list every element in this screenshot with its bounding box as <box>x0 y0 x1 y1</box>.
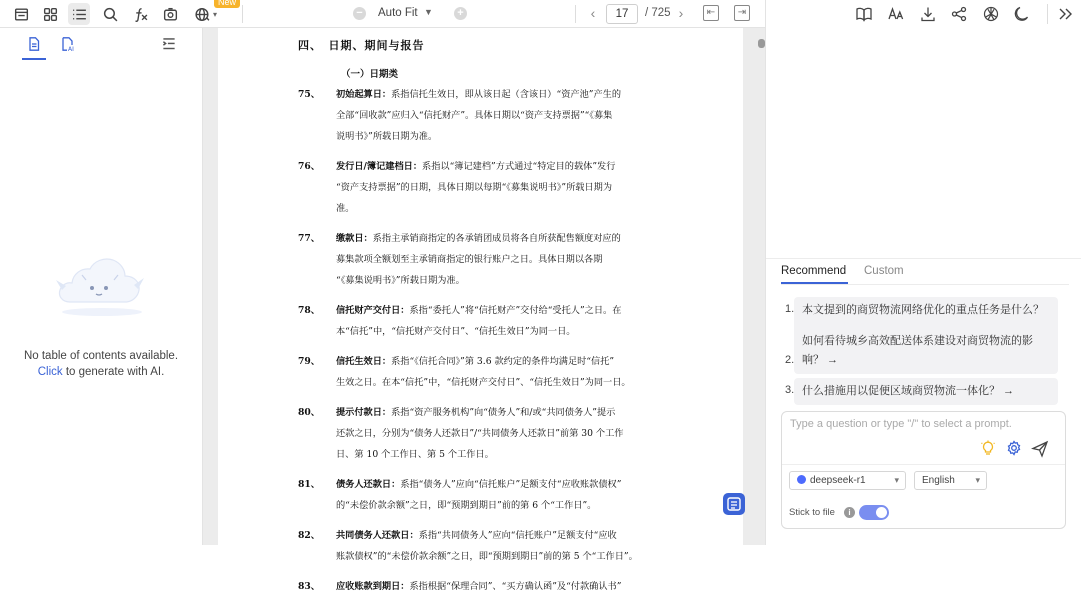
outline-sidebar <box>0 28 203 545</box>
openai-icon[interactable] <box>982 5 1000 23</box>
sidebar-tabs <box>0 28 202 60</box>
entry-number: 80、 <box>298 407 320 418</box>
scrollbar-thumb[interactable] <box>758 39 765 48</box>
language-select-value: English <box>922 475 955 486</box>
entry-text: 系指信托生效日，即从该日起（含该日）“资产池”产生的 <box>391 89 622 100</box>
entry-line <box>336 179 612 193</box>
entry-line <box>336 374 631 388</box>
grid-icon[interactable] <box>39 3 61 25</box>
suggested-question[interactable]: 如何看待城乡高效配送体系建设对商贸物流的影响？ → <box>794 328 1058 374</box>
language-select[interactable] <box>914 471 987 490</box>
entry-text: 还款之日，分别为“债务人还款日”/“共同债务人还款日”前第 30 个工作 <box>336 428 624 439</box>
entry-line <box>336 302 621 316</box>
entry-line <box>336 404 615 418</box>
share-icon[interactable] <box>950 5 968 23</box>
chevron-down-icon[interactable]: ▾ <box>213 10 218 19</box>
outline-tab-icon[interactable] <box>24 34 44 54</box>
entry-line <box>336 272 465 286</box>
zoom-in-button[interactable]: + <box>454 7 467 20</box>
list-icon[interactable] <box>68 3 90 25</box>
defined-term: 信托生效日： <box>336 356 392 367</box>
prompt-input[interactable]: Type a question or type "/" to select a prompt. <box>790 418 1012 430</box>
entry-number: 83、 <box>298 581 320 592</box>
search-icon[interactable] <box>99 3 121 25</box>
entry-text: 系指“《信托合同》”第 3.6 款约定的条件均满足时“信托” <box>391 356 615 367</box>
defined-term: 债务人还款日： <box>336 479 401 490</box>
toc-list-icon[interactable] <box>160 35 178 53</box>
lightbulb-icon[interactable] <box>980 440 996 456</box>
entry-line <box>336 476 621 490</box>
entry-text: 全部“回收款”应归入“信托财产”。具体日期以“资产支持票据”“《募集 <box>336 110 613 121</box>
defined-term: 信托财产交付日： <box>336 305 410 316</box>
entry-number: 76、 <box>298 161 320 172</box>
ai-assistant-panel <box>765 0 1080 545</box>
entry-line <box>336 527 617 541</box>
entry-number: 75、 <box>298 89 320 100</box>
entry-text: 募集款项全额划至主承销商指定的银行账户之日。具体日期以各期 <box>336 254 603 265</box>
chevron-down-icon[interactable]: ▼ <box>424 7 433 17</box>
last-page-icon[interactable]: ⇥ <box>734 5 750 21</box>
entry-text: 系指主承销商指定的各承销团成员将各自所获配售额度对应的 <box>372 233 621 244</box>
pdf-page[interactable] <box>218 28 743 592</box>
chat-input-card <box>781 411 1066 529</box>
floating-notes-button[interactable] <box>723 493 745 515</box>
prev-page-icon[interactable]: ‹ <box>590 5 596 21</box>
active-tab-indicator <box>781 282 848 284</box>
entry-text: 日、第 10 个工作日、第 5 个工作日。 <box>336 449 494 460</box>
suggested-question[interactable]: 本文提到的商贸物流网络优化的重点任务是什么？ <box>794 297 1058 343</box>
download-icon[interactable] <box>919 5 937 23</box>
deepseek-logo-icon <box>797 475 806 484</box>
entry-number: 82、 <box>298 530 320 541</box>
empty-toc-message <box>0 348 202 380</box>
entry-line <box>336 251 602 265</box>
chevron-down-icon: ▾ <box>894 475 899 485</box>
defined-term: 缴款日： <box>336 233 373 244</box>
entry-text: 系指以“簿记建档”方式通过“特定目的载体”发行 <box>422 161 616 172</box>
gear-icon[interactable] <box>1006 440 1022 456</box>
translate-globe-icon[interactable] <box>191 3 213 25</box>
sidebar-toggle-icon[interactable] <box>10 3 32 25</box>
moon-icon[interactable] <box>1013 5 1031 23</box>
input-card-divider <box>782 464 1065 465</box>
page-total: / 725 <box>645 7 671 19</box>
entry-line <box>336 446 494 460</box>
zoom-out-button[interactable]: − <box>353 7 366 20</box>
next-page-icon[interactable]: › <box>678 5 684 21</box>
entry-text: 系指“共同债务人”应向“信托账户”足额支付“应收 <box>418 530 617 541</box>
chevron-down-icon: ▾ <box>975 475 980 485</box>
entry-line <box>336 128 437 142</box>
defined-term: 发行日/簿记建档日： <box>336 161 423 172</box>
entry-text: 的“未偿价款余额”之日，即“预期到期日”前的第 6 个“工作日”。 <box>336 500 597 511</box>
panel-toolbar <box>766 0 1081 28</box>
entry-text: 生效之日。在本“信托”中，“信托财产交付日”、“信托生效日”为同一日。 <box>336 377 631 388</box>
send-icon[interactable] <box>1031 440 1049 458</box>
question-number: 1. <box>785 303 795 315</box>
suggested-question[interactable]: 什么措施用以促便区域商贸物流一体化？ → <box>794 378 1058 405</box>
text-size-icon[interactable] <box>887 5 905 23</box>
entry-line <box>336 578 621 592</box>
page-number-input[interactable] <box>606 4 638 24</box>
svg-text:AI: AI <box>68 46 74 53</box>
ai-outline-tab-icon[interactable] <box>58 34 78 54</box>
stick-to-file-toggle[interactable] <box>859 505 889 520</box>
new-badge: New <box>214 0 240 8</box>
panel-section-divider <box>766 258 1081 259</box>
double-chevron-right-icon[interactable] <box>1056 5 1074 23</box>
entry-number: 81、 <box>298 479 320 490</box>
defined-term: 应收账款到期日： <box>336 581 410 592</box>
defined-term: 初始起算日： <box>336 89 392 100</box>
tabs-baseline <box>781 284 1069 285</box>
stick-to-file-label: Stick to file <box>789 507 835 518</box>
formula-icon[interactable] <box>129 3 151 25</box>
defined-term: 提示付款日： <box>336 407 392 418</box>
entry-line <box>336 353 614 367</box>
entry-line <box>336 158 615 172</box>
top-toolbar <box>0 0 765 28</box>
entry-line <box>336 425 623 439</box>
zoom-select[interactable]: Auto Fit <box>378 7 418 19</box>
entry-number: 77、 <box>298 233 320 244</box>
defined-term: 共同债务人还款日： <box>336 530 419 541</box>
question-number: 2. <box>785 354 795 366</box>
document-viewer[interactable] <box>203 28 765 592</box>
entry-number: 79、 <box>298 356 320 367</box>
empty-cloud-illustration <box>48 250 156 320</box>
entry-text: “资产支持票据”的日期，具体日期以每期“《募集说明书》”所载日期为 <box>336 182 613 193</box>
entry-text: 系指“委托人”将“信托财产”交付给“受托人”之日。在 <box>409 305 622 316</box>
entry-number: 78、 <box>298 305 320 316</box>
entry-text: “《募集说明书》”所载日期为准。 <box>336 275 465 286</box>
model-select-value: deepseek-r1 <box>810 475 866 486</box>
entry-text: 账款债权”的“未偿价款余额”之日，即“预期到期日”前的第 5 个“工作日”。 <box>336 551 638 562</box>
entry-line <box>336 86 621 100</box>
subsection-heading: （一）日期类 <box>341 69 399 80</box>
no-toc-text: No table of contents available. <box>23 350 179 362</box>
entry-text: 系指“债务人”应向“信托账户”足额支付“应收账款债权” <box>400 479 622 490</box>
panel-toolbar-divider <box>1047 4 1048 24</box>
entry-text: 准。 <box>336 203 355 214</box>
generate-toc-line <box>0 364 202 380</box>
entry-text: 系指根据“保理合同”、“买方确认函”及“付款确认书” <box>409 581 622 592</box>
notes-icon <box>723 493 745 515</box>
toolbar-divider <box>242 5 243 23</box>
info-icon[interactable]: i <box>844 507 855 518</box>
tab-custom[interactable]: Custom <box>864 265 904 277</box>
entry-line <box>336 497 596 511</box>
toolbar-divider <box>575 5 576 23</box>
generate-toc-text: to generate with AI. <box>62 366 165 378</box>
tab-recommend[interactable]: Recommend <box>781 265 847 277</box>
entry-line <box>336 200 354 214</box>
entry-text: 系指“资产服务机构”向“债务人”和/或“共同债务人”提示 <box>391 407 616 418</box>
section-heading: 四、 日期、期间与报告 <box>298 39 425 52</box>
entry-line <box>336 230 621 244</box>
screenshot-icon[interactable] <box>159 3 181 25</box>
active-tab-indicator <box>22 58 46 60</box>
first-page-icon[interactable]: ⇤ <box>703 5 719 21</box>
generate-toc-link[interactable]: Click <box>37 366 63 378</box>
entry-text: 说明书》”所载日期为准。 <box>336 131 438 142</box>
entry-line <box>336 107 612 121</box>
book-icon[interactable] <box>855 5 873 23</box>
question-number: 3. <box>785 384 795 396</box>
entry-text: 本“信托”中，“信托财产交付日”、“信托生效日”为同一日。 <box>336 326 576 337</box>
model-select[interactable] <box>789 471 906 490</box>
entry-line <box>336 548 638 562</box>
entry-line <box>336 323 576 337</box>
